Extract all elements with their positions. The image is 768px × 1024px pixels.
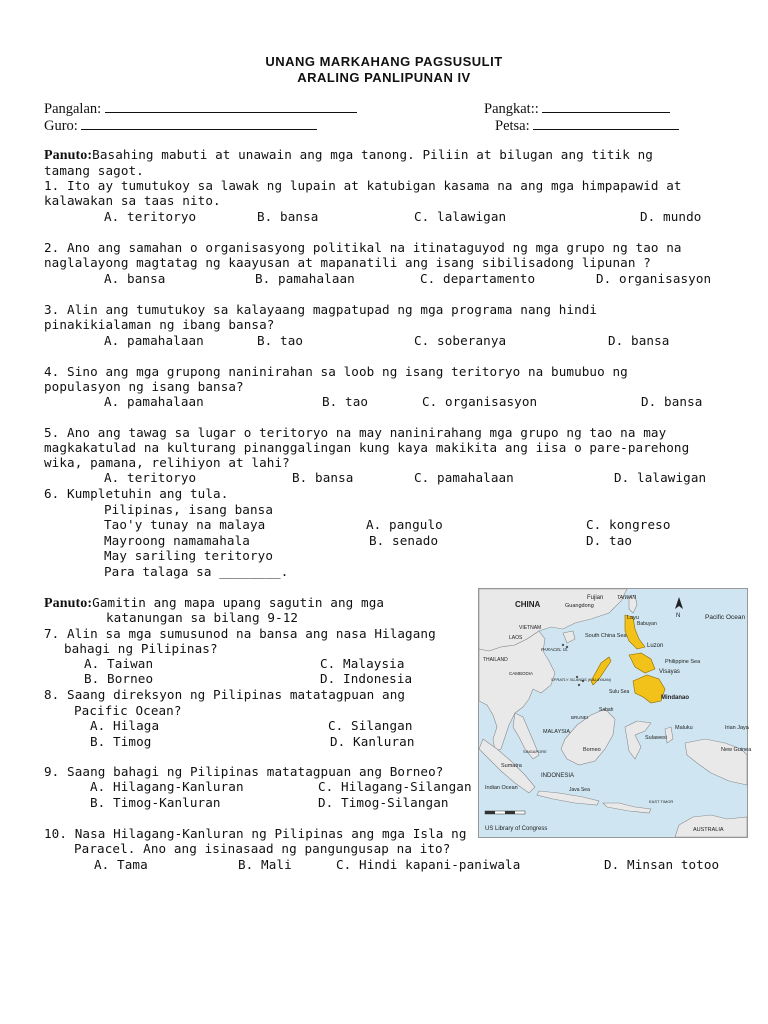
instruction-2-text: Gamitin ang mapa upang sagutin ang mga xyxy=(92,595,385,610)
map-svg xyxy=(479,589,752,837)
scale-bar-icon xyxy=(485,811,525,814)
map-label-mindanao: Mindanao xyxy=(661,695,689,701)
map-label-indonesia: INDONESIA xyxy=(541,773,575,779)
q6-choice-b[interactable]: B. senado xyxy=(369,533,439,548)
q4-choice-a[interactable]: A. pamahalaan xyxy=(104,394,204,409)
map-label-new-guinea: New Guinea xyxy=(721,747,752,753)
map-credit: US Library of Congress xyxy=(485,826,548,832)
map-label-paracel: PARACEL IS. xyxy=(541,647,569,652)
q2-choice-d[interactable]: D. organisasyon xyxy=(596,271,712,286)
q9-choice-a[interactable]: A. Hilagang-Kanluran xyxy=(90,779,244,794)
q8-choice-d[interactable]: D. Kanluran xyxy=(330,734,415,749)
q7-text-line-2: bahagi ng Pilipinas? xyxy=(64,641,218,656)
name-field xyxy=(44,100,357,118)
q10-choice-c[interactable]: C. Hindi kapani-paniwala xyxy=(336,857,521,872)
q9-text: 9. Saang bahagi ng Pilipinas matatagpuan ang Borneo? xyxy=(44,764,444,779)
q3-text-line-1: 3. Alin ang tumutukoy sa kalayaang magpatupad ng mga programa nang hindi xyxy=(44,302,598,317)
map-label-thailand: THAILAND xyxy=(483,657,508,663)
q4-choice-c[interactable]: C. organisasyon xyxy=(422,394,538,409)
instruction-2-line-2: katanungan sa bilang 9-12 xyxy=(106,610,299,625)
q1-choice-a[interactable]: A. teritoryo xyxy=(104,209,197,224)
map-label-malaysia: MALAYSIA xyxy=(543,729,571,735)
instruction-label: Panuto: xyxy=(44,148,93,163)
q7-choice-b[interactable]: B. Borneo xyxy=(84,671,154,686)
map-label-sulawesi: Sulawesi xyxy=(645,735,668,741)
q6-choice-d[interactable]: D. tao xyxy=(586,533,633,548)
q3-choice-c[interactable]: C. soberanya xyxy=(414,333,507,348)
map-label-irian-jaya: Irian Jaya xyxy=(725,725,749,731)
q5-choice-b[interactable]: B. bansa xyxy=(292,470,354,485)
instruction-text: Basahing mabuti at unawain ang mga tanong. Piliin at bilugan ang titik ng xyxy=(92,147,653,162)
map-label-indian-ocean: Indian Ocean xyxy=(485,785,518,791)
map-label-philippine-sea: Philippine Sea xyxy=(665,659,701,665)
q6-poem-line-1: Pilipinas, isang bansa xyxy=(104,502,274,517)
map-label-brunei: BRUNEI xyxy=(571,715,589,720)
q2-choice-c[interactable]: C. departamento xyxy=(420,271,536,286)
date-field xyxy=(495,117,679,135)
q5-text-line-2: magkakatulad na kulturang pinanggalingan kung kaya makikita ang iisa o pare-parehong xyxy=(44,440,690,455)
q6-poem-line-2: Tao'y tunay na malaya xyxy=(104,517,266,532)
q10-text-line-2: Paracel. Ano ang isinasaad ng pangungusap na ito? xyxy=(74,841,451,856)
map-label-babuyan: Babuyan xyxy=(637,621,657,627)
map-label-guangdong: Guangdong xyxy=(565,603,594,609)
q2-text-line-1: 2. Ano ang samahan o organisasyong politikal na itinataguyod ng mga grupo ng tao na xyxy=(44,240,682,255)
map-label-cambodia: CAMBODIA xyxy=(509,671,534,676)
map-label-java-sea: Java Sea xyxy=(569,787,590,793)
name-blank[interactable] xyxy=(105,100,357,113)
q7-text-line-1: 7. Alin sa mga sumusunod na bansa ang nasa Hilagang xyxy=(44,626,436,641)
q4-text-line-1: 4. Sino ang mga grupong naninirahan sa loob ng isang teritoryo na bumubuo ng xyxy=(44,364,628,379)
map-label-sumatra: Sumatra xyxy=(501,763,522,769)
q8-text-line-1: 8. Saang direksyon ng Pilipinas matatagpuan ang xyxy=(44,687,406,702)
map-label-taiwan: TAIWAN xyxy=(617,595,636,601)
map-label-south-china-sea: South China Sea xyxy=(585,633,627,639)
teacher-label: Guro: xyxy=(44,118,78,134)
southeast-asia-map xyxy=(478,588,752,838)
q3-choice-b[interactable]: B. tao xyxy=(257,333,304,348)
section-blank[interactable] xyxy=(542,100,670,113)
q1-text-line-2: kalawakan sa taas nito. xyxy=(44,193,221,208)
q5-text-line-3: wika, pamana, relihiyon at lahi? xyxy=(44,455,290,470)
teacher-field xyxy=(44,117,317,135)
map-label-north: N xyxy=(676,613,681,619)
q4-choice-b[interactable]: B. tao xyxy=(322,394,369,409)
map-label-layu: Layu xyxy=(627,615,639,621)
q1-text-line-1: 1. Ito ay tumutukoy sa lawak ng lupain at katubigan kasama na ang mga himpapawid at xyxy=(44,178,682,193)
q10-text-line-1: 10. Nasa Hilagang-Kanluran ng Pilipinas ang mga Isla ng xyxy=(44,826,467,841)
map-spratly-dot xyxy=(578,684,580,686)
q5-text-line-1: 5. Ano ang tawag sa lugar o teritoryo na may naninirahang mga grupo ng tao na may xyxy=(44,425,667,440)
map-label-luzon: Luzon xyxy=(647,643,664,649)
q2-text-line-2: naglalayong magtatag ng kaayusan at mapanatili ang isang sibilisadong lipunan ? xyxy=(44,255,651,270)
teacher-blank[interactable] xyxy=(81,117,317,130)
q1-choice-b[interactable]: B. bansa xyxy=(257,209,319,224)
map-label-visayas: Visayas xyxy=(659,669,680,675)
map-label-east-timor: EAST TIMOR xyxy=(649,799,674,804)
q6-poem-line-3: Mayroong namamahala xyxy=(104,533,250,548)
q9-choice-d[interactable]: D. Timog-Silangan xyxy=(318,795,449,810)
name-label: Pangalan: xyxy=(44,101,102,117)
q6-choice-c[interactable]: C. kongreso xyxy=(586,517,671,532)
date-blank[interactable] xyxy=(533,117,679,130)
title-line-1: UNANG MARKAHANG PAGSUSULIT xyxy=(265,54,503,69)
q3-choice-a[interactable]: A. pamahalaan xyxy=(104,333,204,348)
q8-text-line-2: Pacific Ocean? xyxy=(74,703,182,718)
section-field xyxy=(484,100,670,118)
q7-choice-c[interactable]: C. Malaysia xyxy=(320,656,405,671)
map-label-china: CHINA xyxy=(515,600,541,609)
q9-choice-c[interactable]: C. Hilagang-Silangan xyxy=(318,779,472,794)
map-label-maluku: Maluku xyxy=(675,725,693,731)
map-paracel-dot xyxy=(562,644,564,646)
map-label-sulu-sea: Sulu Sea xyxy=(609,689,630,695)
instruction-2-label: Panuto: xyxy=(44,596,93,611)
map-label-vietnam: VIETNAM xyxy=(519,625,542,631)
q5-choice-a[interactable]: A. teritoryo xyxy=(104,470,197,485)
q3-choice-d[interactable]: D. bansa xyxy=(608,333,670,348)
q4-choice-d[interactable]: D. bansa xyxy=(641,394,703,409)
instruction-1 xyxy=(44,147,653,164)
map-label-singapore: SINGAPORE xyxy=(523,749,547,754)
date-label: Petsa: xyxy=(495,118,530,134)
q4-text-line-2: populasyon ng isang bansa? xyxy=(44,379,244,394)
q3-text-line-2: pinakikialaman ng ibang bansa? xyxy=(44,317,275,332)
map-label-borneo: Borneo xyxy=(583,747,601,753)
q6-poem-line-4: May sariling teritoryo xyxy=(104,548,274,563)
q10-choice-a[interactable]: A. Tama xyxy=(94,857,148,872)
q1-choice-c[interactable]: C. lalawigan xyxy=(414,209,507,224)
q5-choice-c[interactable]: C. pamahalaan xyxy=(414,470,514,485)
q6-poem-line-5: Para talaga sa ________. xyxy=(104,564,289,579)
q8-choice-a[interactable]: A. Hilaga xyxy=(90,718,160,733)
q5-choice-d[interactable]: D. lalawigan xyxy=(614,470,707,485)
q8-choice-c[interactable]: C. Silangan xyxy=(328,718,413,733)
q2-choice-a[interactable]: A. bansa xyxy=(104,271,166,286)
map-label-spratly: SPRATLY ISLANDS (KALAYAAN) xyxy=(551,677,612,682)
q6-text: 6. Kumpletuhin ang tula. xyxy=(44,486,229,501)
instruction-1-line-2: tamang sagot. xyxy=(44,163,144,178)
map-label-fujian: Fujian xyxy=(587,595,604,601)
map-label-laos: LAOS xyxy=(509,635,523,641)
q2-choice-b[interactable]: B. pamahalaan xyxy=(255,271,355,286)
map-label-pacific-ocean: Pacific Ocean xyxy=(705,614,746,621)
map-label-australia: AUSTRALIA xyxy=(693,827,724,833)
q1-choice-d[interactable]: D. mundo xyxy=(640,209,702,224)
title-line-2: ARALING PANLIPUNAN IV xyxy=(297,70,471,85)
q10-choice-b[interactable]: B. Mali xyxy=(238,857,292,872)
q7-choice-a[interactable]: A. Taiwan xyxy=(84,656,154,671)
q6-choice-a[interactable]: A. pangulo xyxy=(366,517,443,532)
q10-choice-d[interactable]: D. Minsan totoo xyxy=(604,857,720,872)
q9-choice-b[interactable]: B. Timog-Kanluran xyxy=(90,795,221,810)
q8-choice-b[interactable]: B. Timog xyxy=(90,734,152,749)
section-label: Pangkat:: xyxy=(484,101,539,117)
map-label-sabah: Sabah xyxy=(599,707,614,713)
q7-choice-d[interactable]: D. Indonesia xyxy=(320,671,413,686)
